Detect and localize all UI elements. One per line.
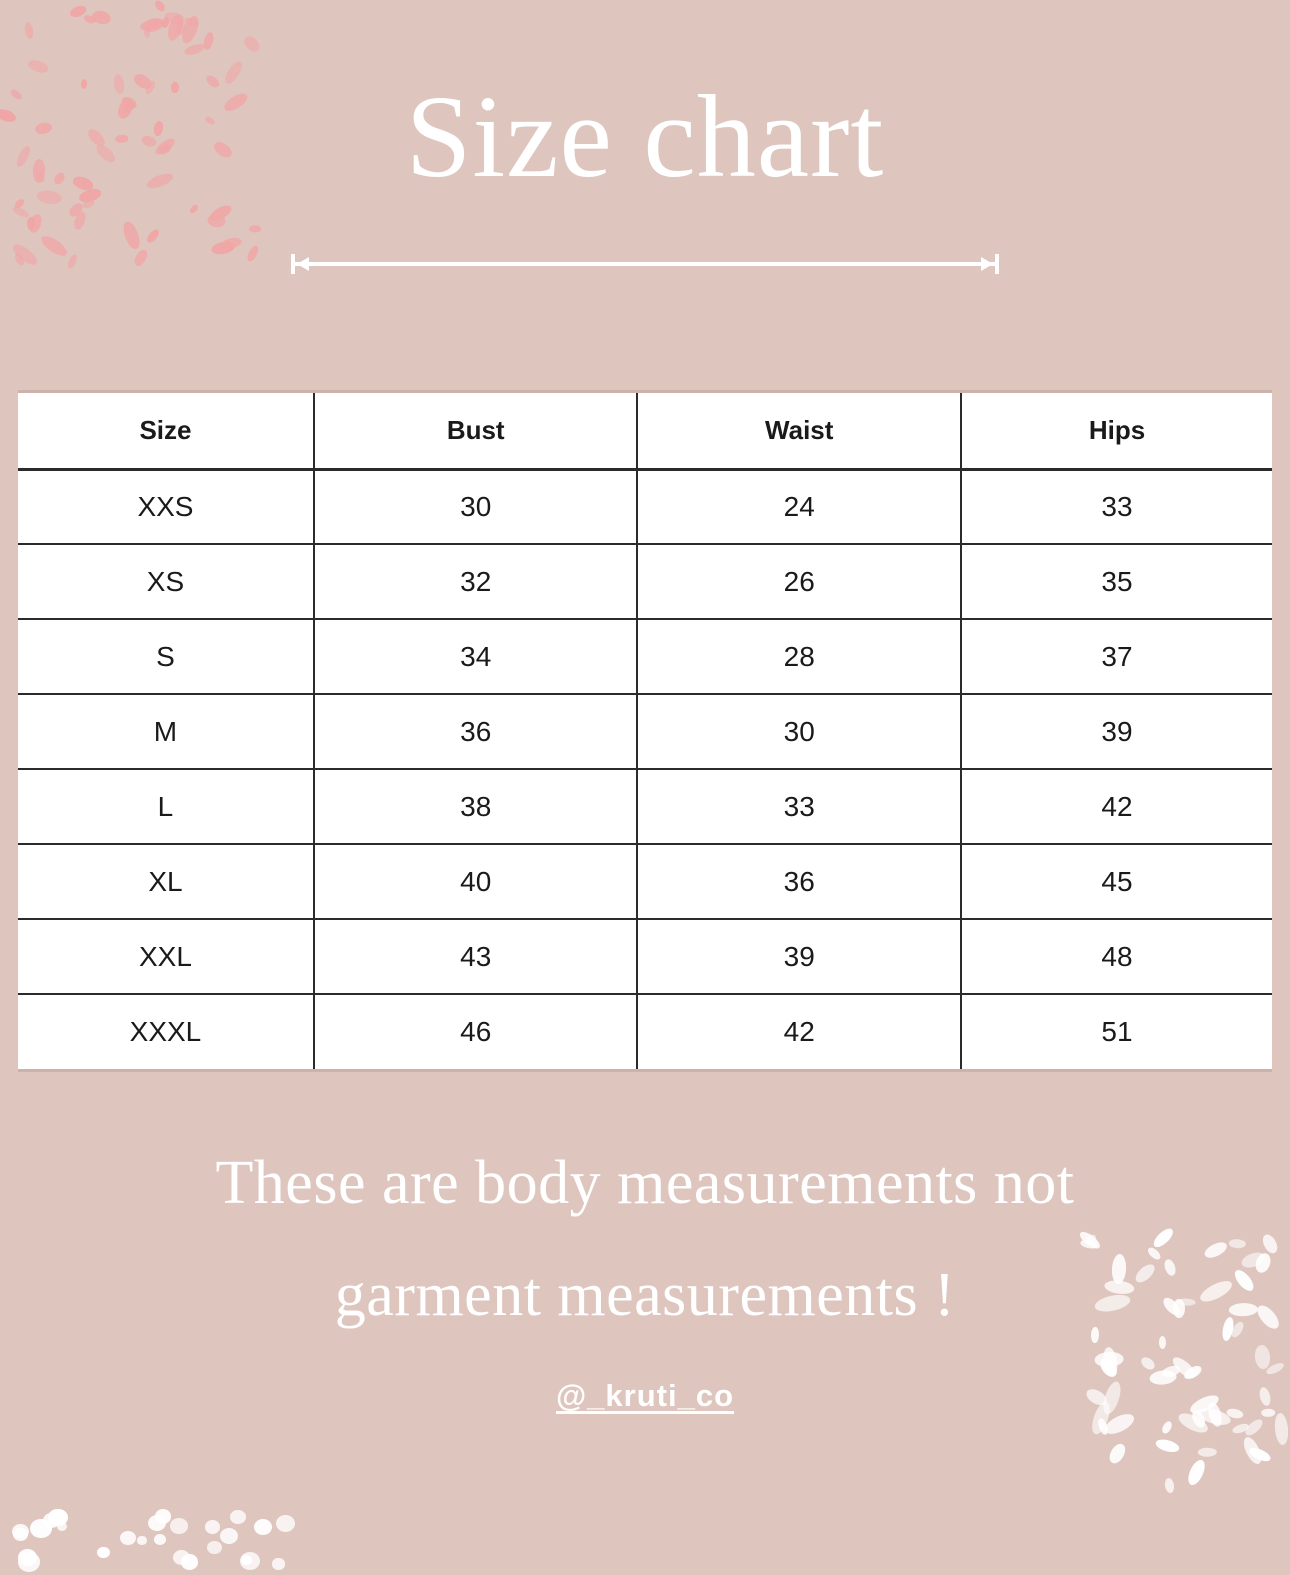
footer-note-line-1: These are body measurements not: [215, 1149, 1075, 1217]
cell-size: S: [18, 619, 314, 694]
cell-hips: 37: [961, 619, 1272, 694]
table-row: [18, 619, 1272, 694]
cell-bust: 34: [314, 619, 638, 694]
cell-hips: 33: [961, 469, 1272, 544]
cell-waist: 33: [637, 769, 961, 844]
cell-hips: 45: [961, 844, 1272, 919]
cell-bust: 46: [314, 994, 638, 1069]
cell-size: XL: [18, 844, 314, 919]
table-row: [18, 544, 1272, 619]
footer-note-line-2: garment measurements !: [334, 1260, 956, 1329]
cell-hips: 48: [961, 919, 1272, 994]
cell-size: L: [18, 769, 314, 844]
cell-waist: 30: [637, 694, 961, 769]
table-header-row: [18, 393, 1272, 469]
footer-note: [0, 1128, 1290, 1351]
cell-waist: 39: [637, 919, 961, 994]
cell-waist: 36: [637, 844, 961, 919]
cell-hips: 42: [961, 769, 1272, 844]
cell-size: XXS: [18, 469, 314, 544]
cell-hips: 39: [961, 694, 1272, 769]
page-title: Size chart: [405, 71, 885, 202]
cell-size: XXL: [18, 919, 314, 994]
cell-size: M: [18, 694, 314, 769]
cell-waist: 26: [637, 544, 961, 619]
cell-bust: 30: [314, 469, 638, 544]
cell-hips: 35: [961, 544, 1272, 619]
cell-waist: 28: [637, 619, 961, 694]
table-row: [18, 769, 1272, 844]
cell-bust: 36: [314, 694, 638, 769]
table-row: [18, 844, 1272, 919]
column-header-hips: Hips: [961, 393, 1272, 469]
table-row: [18, 919, 1272, 994]
cell-size: XS: [18, 544, 314, 619]
double-arrow-divider-icon: [285, 250, 1005, 278]
cell-hips: 51: [1101, 1016, 1133, 1047]
cell-waist: 24: [637, 469, 961, 544]
cell-size: XXXL: [18, 994, 314, 1069]
instagram-handle[interactable]: @_kruti_co: [555, 1378, 735, 1413]
table-row: [18, 994, 1272, 1069]
size-chart-table: [18, 393, 1272, 1069]
cell-bust: 38: [314, 769, 638, 844]
table-row: [18, 694, 1272, 769]
column-header-size: Size: [18, 393, 314, 469]
column-header-bust: Bust: [314, 393, 638, 469]
cell-bust: 40: [314, 844, 638, 919]
table-row: [18, 469, 1272, 544]
column-header-waist: Waist: [637, 393, 961, 469]
flower-decoration-bottom-left: [10, 1505, 310, 1575]
cell-bust: 32: [314, 544, 638, 619]
cell-waist: 42: [637, 994, 961, 1069]
cell-bust: 43: [314, 919, 638, 994]
size-chart-table-container: [18, 390, 1272, 1072]
